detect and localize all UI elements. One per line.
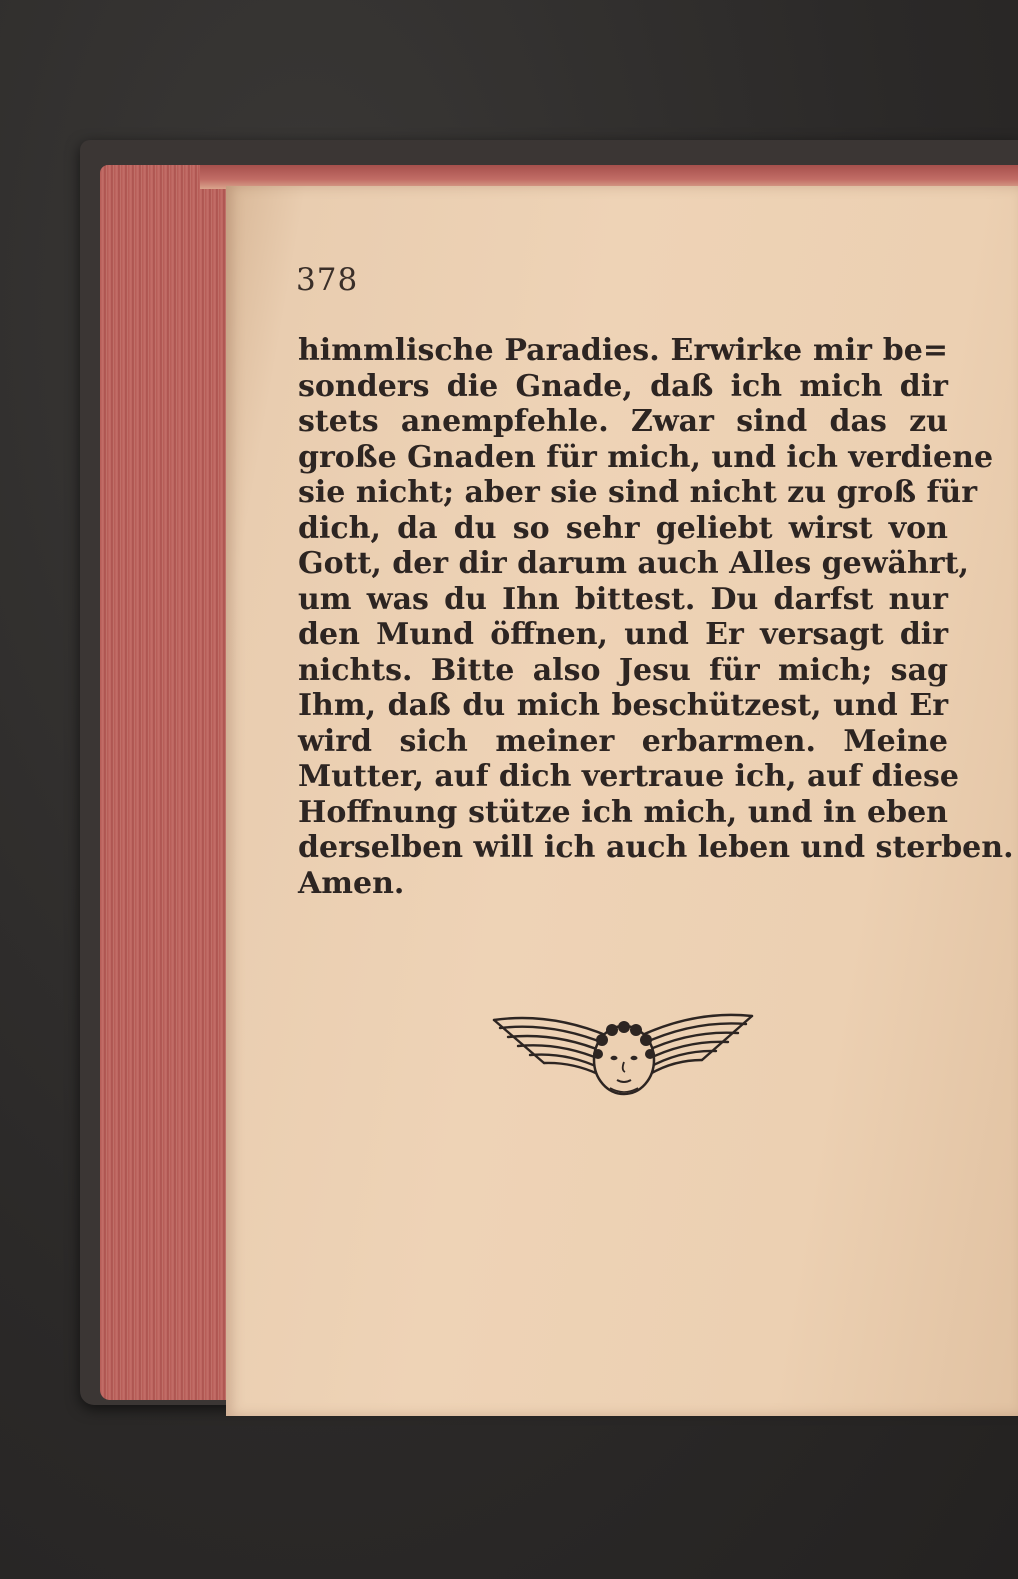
text-line: Mutter, auf dich vertraue ich, auf diese — [298, 759, 959, 794]
text-line: Hoffnung stütze ich mich, und in eben — [298, 794, 948, 830]
text-line: sonders die Gnade, daß ich mich dir — [298, 368, 948, 404]
text-line: Amen. — [298, 865, 405, 901]
text-line: wird sich meiner erbarmen. Meine — [298, 723, 948, 759]
text-line: dich, da du so sehr geliebt wirst von — [298, 510, 948, 546]
text-line: stets anempfehle. Zwar sind das zu — [298, 404, 948, 439]
text-line: den Mund öffnen, und Er versagt dir — [298, 617, 948, 652]
prayer-text — [298, 333, 1014, 901]
text-line: himmlische Paradies. Erwirke mir be= — [298, 333, 948, 368]
text-line: große Gnaden für mich, und ich verdiene — [298, 439, 994, 475]
page-number: 378 — [296, 262, 359, 298]
text-line: nichts. Bitte also Jesu für mich; sag — [298, 652, 948, 688]
text-line: sie nicht; aber sie sind nicht zu groß für — [298, 475, 977, 510]
text-line: Ihm, daß du mich beschützest, und Er — [298, 688, 948, 723]
text-line: um was du Ihn bittest. Du darfst nur — [298, 581, 948, 617]
text-line: derselben will ich auch leben und sterben. — [298, 830, 1014, 865]
text-line: Gott, der dir darum auch Alles gewährt, — [298, 546, 969, 581]
cherub-ornament-icon — [490, 1010, 756, 1098]
red-page-edges — [100, 165, 240, 1400]
